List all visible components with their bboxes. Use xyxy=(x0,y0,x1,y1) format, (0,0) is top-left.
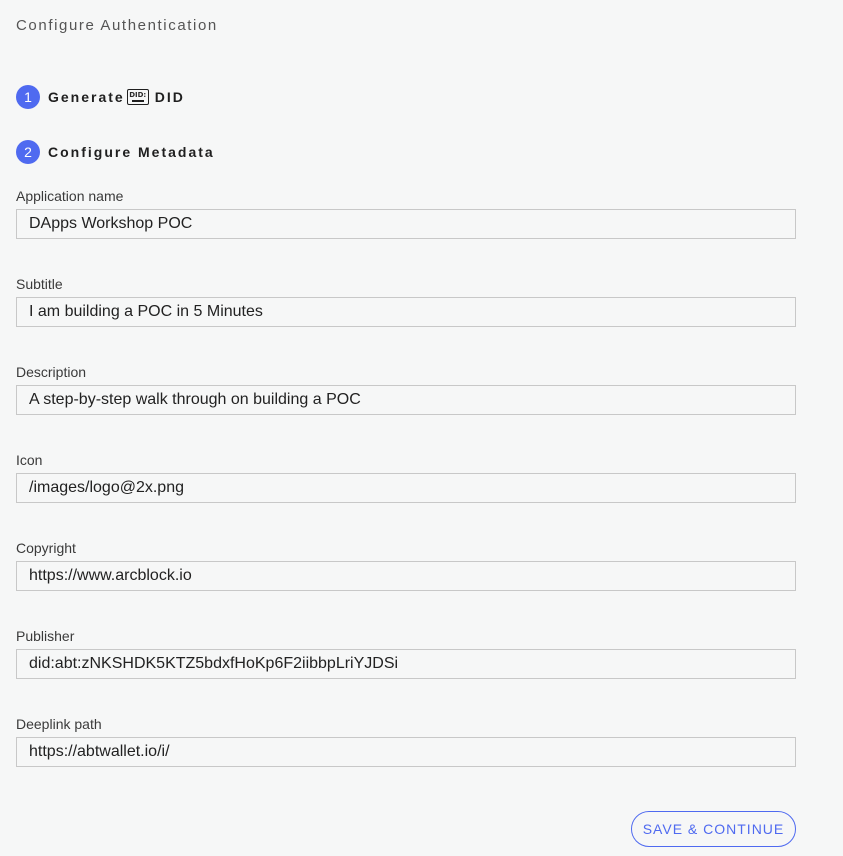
step-label xyxy=(48,89,125,105)
application-name-field xyxy=(16,187,796,239)
save-and-continue-button[interactable]: SAVE & CONTINUE xyxy=(631,811,796,847)
application-name-input[interactable] xyxy=(16,209,796,239)
step-label: Configure Metadata xyxy=(48,144,215,160)
publisher-input[interactable] xyxy=(16,649,796,679)
description-field xyxy=(16,363,796,415)
step-label-prefix: Generate xyxy=(48,89,125,105)
did-logo-bar xyxy=(132,100,144,102)
step-number-badge: 2 xyxy=(16,140,40,164)
deeplink-path-label: Deeplink path xyxy=(16,716,102,732)
description-label: Description xyxy=(16,364,87,380)
page-title: Configure Authentication xyxy=(16,17,218,34)
icon-input[interactable] xyxy=(16,473,796,503)
did-logo-text: DID: xyxy=(129,91,147,99)
copyright-input[interactable] xyxy=(16,561,796,591)
subtitle-field xyxy=(16,275,796,327)
step-label-suffix: DID xyxy=(154,89,185,105)
subtitle-input[interactable] xyxy=(16,297,796,327)
deeplink-path-input[interactable] xyxy=(16,737,796,767)
icon-field xyxy=(16,451,796,503)
description-input[interactable] xyxy=(16,385,796,415)
deeplink-path-field xyxy=(16,715,796,767)
copyright-field xyxy=(16,539,796,591)
step-number-badge: 1 xyxy=(16,85,40,109)
step-configure-metadata xyxy=(16,140,215,164)
icon-label: Icon xyxy=(16,452,43,468)
copyright-label: Copyright xyxy=(16,540,76,556)
did-logo-icon xyxy=(127,89,149,105)
application-name-label: Application name xyxy=(16,188,124,204)
publisher-label: Publisher xyxy=(16,628,75,644)
publisher-field xyxy=(16,627,796,679)
subtitle-label: Subtitle xyxy=(16,276,63,292)
step-generate-did xyxy=(16,85,185,109)
